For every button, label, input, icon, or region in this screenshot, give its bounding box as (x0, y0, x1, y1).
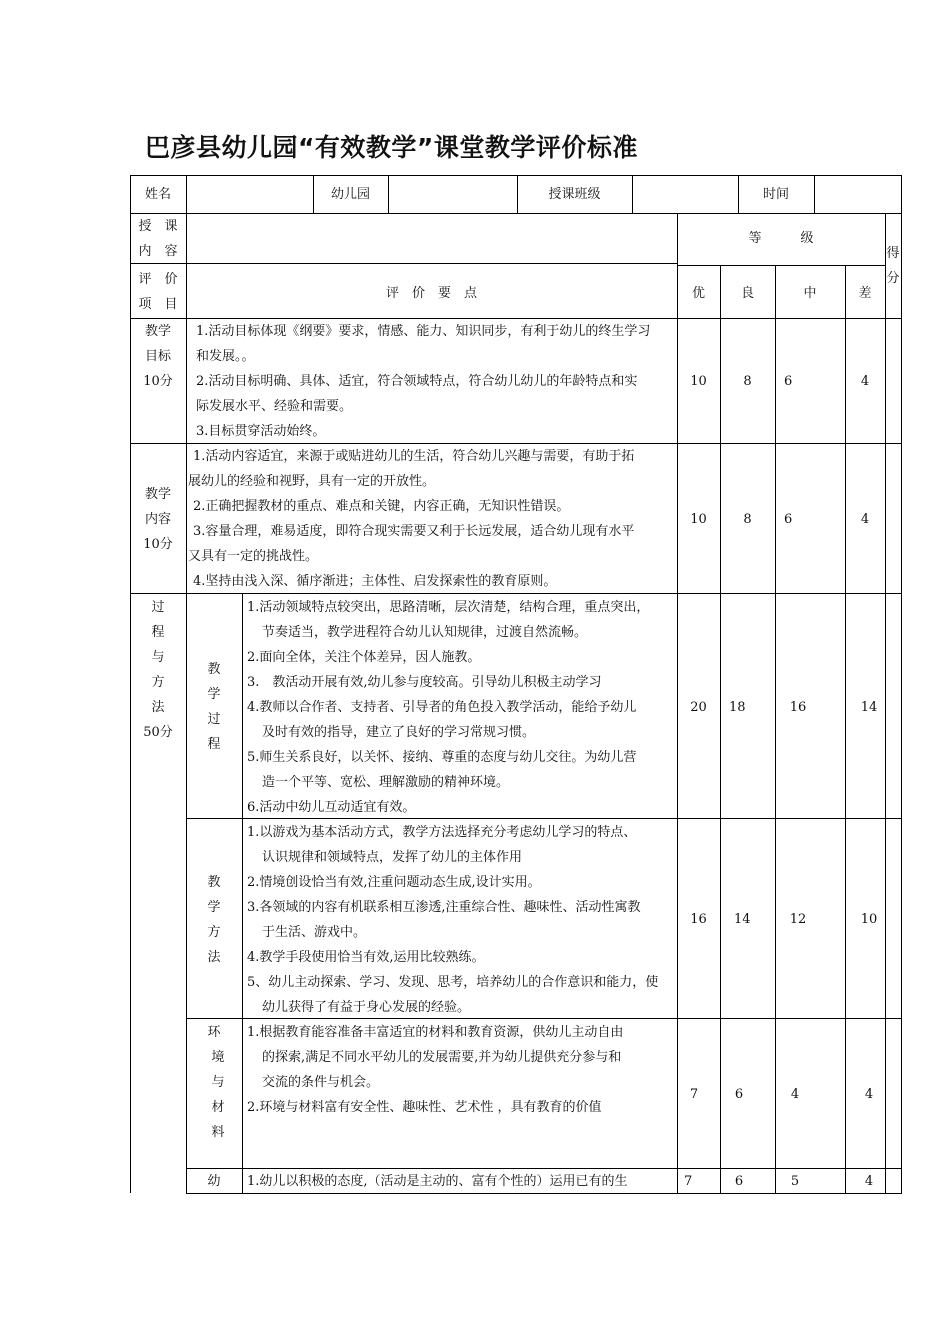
goal-score-poor: 4 (860, 374, 870, 389)
process-point: 4.教师以合作者、支持者、引导者的角色投入教学活动，能给予幼儿 (247, 700, 637, 715)
process-point: 节奏适当，教学进程符合幼儿认知规律，过渡自然流畅。 (262, 625, 588, 640)
child-score-excellent: 7 (684, 1174, 693, 1189)
process-point: 2.面向全体，关注个体差异，因人施教。 (247, 650, 481, 665)
child-label: 幼 (207, 1174, 221, 1189)
teaching-process-label: 教 (207, 662, 221, 677)
goal-score-label: 10分 (143, 374, 173, 389)
method-score-medium: 12 (789, 912, 807, 927)
process-label-char: 法 (151, 700, 165, 715)
environment-label: 境 (211, 1050, 225, 1065)
process-label-char: 程 (151, 625, 165, 640)
content-score-good: 8 (743, 512, 752, 527)
goal-point: 1.活动目标体现《纲要》要求，情感、能力、知识同步，有利于幼儿的终生学习 (196, 324, 651, 339)
page-title: 巴彦县幼儿园“有效教学”课堂教学评价标准 (145, 133, 638, 162)
teaching-process-label: 过 (207, 712, 221, 727)
environment-label: 环 (207, 1025, 221, 1040)
level-poor: 差 (858, 286, 872, 301)
content-point: 又具有一定的挑战性。 (188, 549, 319, 564)
environment-point: 1.根据教育能容准备丰富适宜的材料和教育资源，供幼儿主动自由 (247, 1025, 624, 1040)
content-label-2: 内 容 (138, 244, 178, 259)
content-point: 3.容量合理，难易适度，即符合现实需要又利于长远发展，适合幼儿现有水平 (193, 524, 635, 539)
process-label-char: 与 (151, 650, 165, 665)
content-score-excellent: 10 (690, 512, 707, 527)
process-point: 造一个平等、宽松、理解激励的精神环境。 (262, 775, 510, 790)
teaching-method-label: 教 (207, 875, 221, 890)
goal-point: 2.活动目标明确、具体、适宜，符合领域特点，符合幼儿幼儿的年龄特点和实 (196, 374, 638, 389)
teaching-process-label: 学 (207, 687, 221, 702)
process-score-good: 18 (729, 700, 746, 715)
method-point: 3.各领域的内容有机联系相互渗透,注重综合性、趣味性、活动性寓教 (247, 900, 641, 915)
goal-point: 3.目标贯穿活动始终。 (196, 424, 326, 439)
time-label: 时间 (762, 187, 789, 202)
environment-label: 料 (211, 1125, 225, 1140)
method-point: 4.教学手段使用恰当有效,运用比较熟练。 (247, 950, 485, 965)
points-label: 评 价 要 点 (385, 286, 477, 301)
goal-label: 目标 (144, 349, 171, 364)
process-score-excellent: 20 (690, 700, 707, 715)
method-point: 幼儿获得了有益于身心发展的经验。 (262, 1000, 471, 1015)
method-point: 5、幼儿主动探索、学习、发现、思考，培养幼儿的合作意识和能力，使 (247, 975, 659, 990)
method-score-poor: 10 (860, 912, 878, 927)
child-score-medium: 5 (790, 1174, 800, 1189)
process-score-poor: 14 (860, 700, 878, 715)
content-label: 教学 (144, 487, 171, 502)
goal-label: 教学 (144, 324, 171, 339)
process-score-medium: 16 (789, 700, 807, 715)
environment-score-excellent: 7 (689, 1087, 699, 1102)
method-point: 于生活、游戏中。 (262, 925, 367, 940)
teaching-process-label: 程 (207, 737, 221, 752)
goal-point: 际发展水平、经验和需要。 (196, 399, 353, 414)
environment-label: 与 (211, 1075, 225, 1090)
content-label-1: 授 课 (138, 219, 178, 234)
teaching-method-label: 方 (207, 925, 221, 940)
process-point: 及时有效的指导，建立了良好的学习常规习惯。 (262, 725, 536, 740)
process-point: 3. 教活动开展有效,幼儿参与度较高。引导幼儿积极主动学习 (247, 675, 602, 690)
content-score-label: 10分 (143, 537, 173, 552)
level-good: 良 (740, 286, 754, 301)
score-label-2: 分 (886, 271, 900, 286)
class-label: 授课班级 (548, 187, 601, 202)
content-point: 1.活动内容适宜，来源于或贴进幼儿的生活，符合幼儿兴趣与需要，有助于拓 (193, 449, 635, 464)
process-point: 5.师生关系良好，以关怀、接纳、尊重的态度与幼儿交往。为幼儿营 (247, 750, 637, 765)
environment-score-medium: 4 (790, 1087, 800, 1102)
method-score-excellent: 16 (690, 912, 707, 927)
process-score-label: 50分 (143, 725, 173, 740)
kindergarten-label: 幼儿园 (330, 187, 370, 202)
method-point: 2.情境创设恰当有效,注重问题动态生成,设计实用。 (247, 875, 541, 890)
content-point: 2.正确把握教材的重点、难点和关键，内容正确，无知识性错误。 (193, 499, 570, 514)
child-score-good: 6 (734, 1174, 744, 1189)
goal-score-medium: 6 (784, 374, 793, 389)
environment-label: 材 (211, 1100, 225, 1115)
content-label: 内容 (144, 512, 171, 527)
item-label-1: 评 价 (138, 272, 178, 287)
child-point: 1.幼儿以积极的态度,（活动是主动的、富有个性的）运用已有的生 (247, 1174, 628, 1189)
name-label: 姓名 (144, 187, 171, 202)
environment-score-good: 6 (734, 1087, 744, 1102)
method-score-good: 14 (734, 912, 751, 927)
goal-score-good: 8 (743, 374, 752, 389)
content-score-medium: 6 (784, 512, 793, 527)
environment-point: 交流的条件与机会。 (262, 1075, 380, 1090)
environment-point: 2.环境与材料富有安全性、趣味性、艺术性 ，具有教育的价值 (247, 1100, 602, 1115)
score-label-1: 得 (886, 246, 900, 261)
child-score-poor: 4 (864, 1174, 874, 1189)
process-label-char: 方 (151, 675, 165, 690)
goal-score-excellent: 10 (690, 374, 707, 389)
grade-label: 等 级 (748, 231, 814, 246)
level-medium: 中 (803, 286, 817, 301)
environment-point: 的探索,满足不同水平幼儿的发展需要,并为幼儿提供充分参与和 (262, 1050, 622, 1065)
process-point: 1.活动领域特点较突出，思路清晰，层次清楚，结构合理，重点突出， (247, 600, 650, 615)
level-excellent: 优 (691, 286, 705, 301)
item-label-2: 项 目 (138, 297, 178, 312)
teaching-method-label: 法 (207, 950, 221, 965)
content-score-poor: 4 (860, 512, 870, 527)
environment-score-poor: 4 (864, 1087, 874, 1102)
process-point: 6.活动中幼儿互动适宜有效。 (247, 800, 416, 815)
process-label-char: 过 (151, 600, 165, 615)
content-point: 4.坚持由浅入深、循序渐进；主体性、启发探索性的教育原则。 (193, 574, 557, 589)
method-point: 认识规律和领域特点，发挥了幼儿的主体作用 (262, 850, 523, 865)
goal-point: 和发展。。 (196, 349, 255, 364)
method-point: 1.以游戏为基本活动方式，教学方法选择充分考虑幼儿学习的特点、 (247, 825, 637, 840)
content-point: 展幼儿的经验和视野，具有一定的开放性。 (188, 474, 436, 489)
teaching-method-label: 学 (207, 900, 221, 915)
